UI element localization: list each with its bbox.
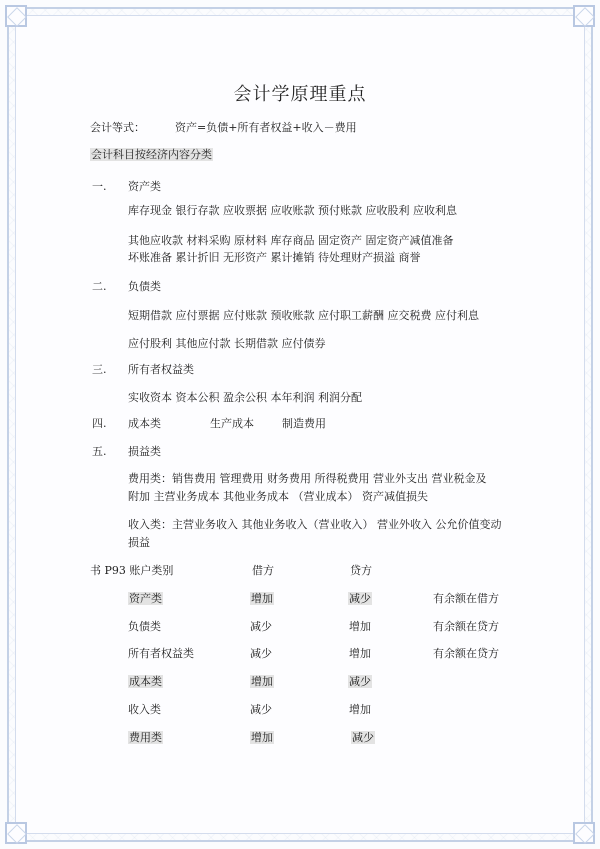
table-cell-debit: 减少 (250, 620, 272, 633)
section-number: 二. (92, 280, 107, 293)
corner-ornament (5, 822, 27, 844)
table-cell-note: 有余额在贷方 (433, 647, 499, 660)
table-cell-category: 成本类 (129, 675, 162, 688)
table-cell-debit: 增加 (251, 731, 273, 744)
table-cell-credit: 增加 (349, 647, 371, 660)
account-line: 附加 主营业务成本 其他业务成本 （营业成本） 资产减值损失 (128, 490, 428, 503)
table-cell-credit: 减少 (349, 675, 371, 688)
account-line: 其他应收款 材料采购 原材料 库存商品 固定资产 固定资产减值准备 (128, 234, 454, 247)
account-line: 收入类：主营业务收入 其他业务收入（营业收入） 营业外收入 公允价值变动 (128, 518, 502, 531)
section-name: 成本类 (128, 417, 161, 430)
table-cell-debit: 减少 (250, 703, 272, 716)
account-line: 短期借款 应付票据 应付账款 预收账款 应付职工薪酬 应交税费 应付利息 (128, 309, 479, 322)
table-header-category: 书 P93 账户类别 (90, 564, 174, 577)
account-item: 生产成本 (210, 417, 254, 430)
corner-ornament (573, 822, 595, 844)
account-line: 库存现金 银行存款 应收票据 应收账款 预付账款 应收股利 应收利息 (128, 204, 457, 217)
table-cell-debit: 增加 (251, 675, 273, 688)
section-name: 资产类 (128, 180, 161, 193)
table-cell-credit: 增加 (349, 620, 371, 633)
table-cell-category: 收入类 (128, 703, 161, 716)
corner-ornament (573, 5, 595, 27)
classification-heading: 会计科目按经济内容分类 (91, 148, 212, 161)
table-cell-credit: 减少 (349, 592, 371, 605)
table-cell-debit: 增加 (251, 592, 273, 605)
section-number: 三. (92, 363, 107, 376)
table-cell-note: 有余额在借方 (433, 592, 499, 605)
account-line: 损益 (128, 536, 150, 549)
table-cell-category: 资产类 (129, 592, 162, 605)
account-line: 坏账准备 累计折旧 无形资产 累计摊销 待处理财产损溢 商誉 (128, 251, 421, 264)
table-cell-credit: 增加 (349, 703, 371, 716)
corner-ornament (5, 5, 27, 27)
section-name: 损益类 (128, 445, 161, 458)
table-cell-category: 所有者权益类 (128, 647, 194, 660)
account-line: 实收资本 资本公积 盈余公积 本年利润 利润分配 (128, 391, 362, 404)
section-number: 四. (92, 417, 107, 430)
table-header-debit: 借方 (252, 564, 274, 577)
account-line: 费用类：销售费用 管理费用 财务费用 所得税费用 营业外支出 营业税金及 (128, 472, 487, 485)
table-cell-credit: 减少 (352, 731, 374, 744)
page-title: 会计学原理重点 (233, 84, 367, 105)
section-number: 五. (92, 445, 107, 458)
table-cell-category: 负债类 (128, 620, 161, 633)
section-name: 负债类 (128, 280, 161, 293)
section-number: 一. (92, 180, 107, 193)
account-item: 制造费用 (282, 417, 326, 430)
table-header-credit: 贷方 (350, 564, 372, 577)
section-name: 所有者权益类 (128, 363, 194, 376)
table-cell-debit: 减少 (250, 647, 272, 660)
table-cell-category: 费用类 (129, 731, 162, 744)
table-cell-note: 有余额在贷方 (433, 620, 499, 633)
account-line: 应付股利 其他应付款 长期借款 应付债券 (128, 337, 326, 350)
equation-formula: 资产=负债+所有者权益+收入－费用 (175, 121, 357, 134)
equation-label: 会计等式： (90, 121, 145, 134)
